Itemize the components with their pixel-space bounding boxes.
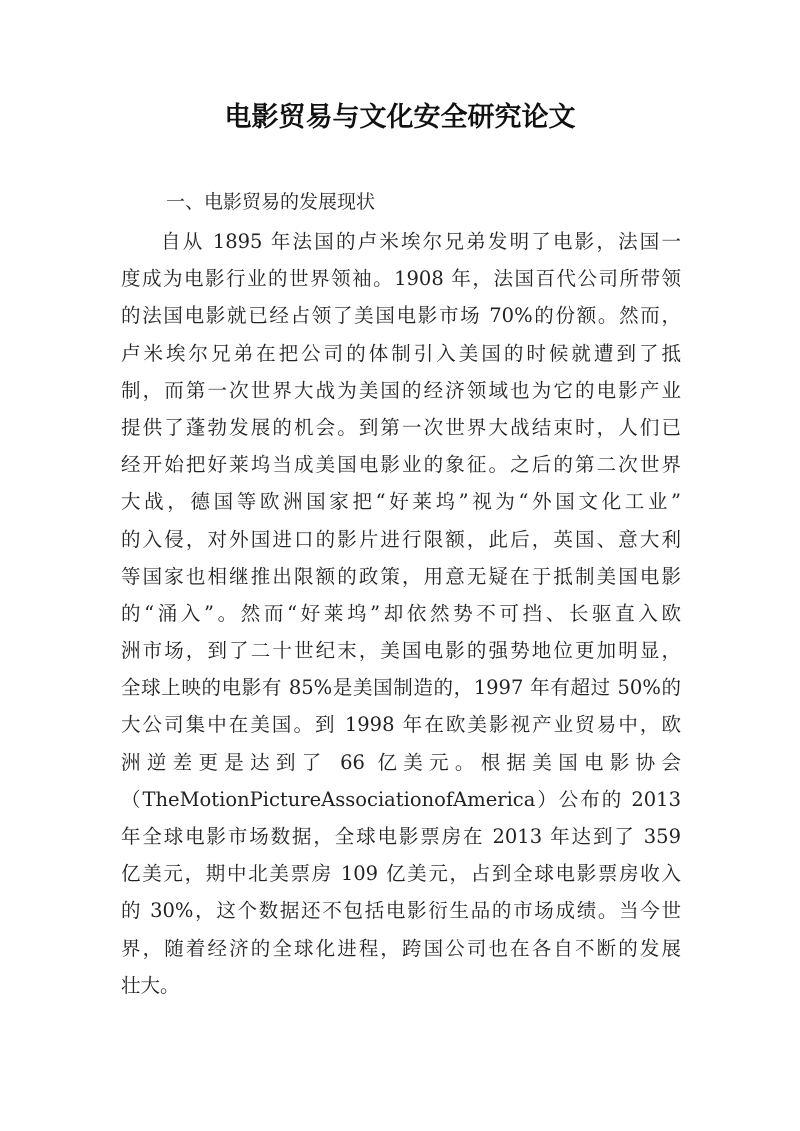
- paragraph-line: 提供了蓬勃发展的机会。到第一次世界大战结束时，人们已: [121, 415, 681, 439]
- paragraph-line: 卢米埃尔兄弟在把公司的体制引入美国的时候就遭到了抵: [121, 341, 681, 365]
- paragraph-line: 界，随着经济的全球化进程，跨国公司也在各自不断的发展: [121, 936, 681, 960]
- paragraph-line: （TheMotionPictureAssociationofAmerica）公布的 2013: [121, 787, 681, 811]
- paragraph-line: 的入侵，对外国进口的影片进行限额，此后，英国、意大利: [121, 527, 681, 551]
- paragraph-line: 的法国电影就已经占领了美国电影市场 70%的份额。然而，: [121, 304, 681, 328]
- paragraph-line: 大战，德国等欧洲国家把“好莱坞”视为“外国文化工业”: [121, 490, 681, 514]
- section-heading: 一、电影贸易的发展现状: [166, 191, 376, 213]
- paragraph-line: 度成为电影行业的世界领袖。1908 年，法国百代公司所带领: [121, 267, 681, 291]
- document-title: 电影贸易与文化安全研究论文: [224, 102, 576, 133]
- paragraph-line: 大公司集中在美国。到 1998 年在欧美影视产业贸易中，欧: [121, 713, 681, 737]
- paragraph-line: 全球上映的电影有 85%是美国制造的，1997 年有超过 50%的: [121, 676, 681, 700]
- paragraph-line: 经开始把好莱坞当成美国电影业的象征。之后的第二次世界: [121, 453, 681, 477]
- paragraph-line: 年全球电影市场数据，全球电影票房在 2013 年达到了 359: [121, 825, 681, 848]
- paragraph-line: 制，而第一次世界大战为美国的经济领域也为它的电影产业: [121, 378, 681, 402]
- paragraph-line: 等国家也相继推出限额的政策，用意无疑在于抵制美国电影: [121, 564, 681, 588]
- paragraph-line: 洲逆差更是达到了 66 亿美元。根据美国电影协会: [121, 750, 681, 774]
- paragraph-line: 洲市场，到了二十世纪末，美国电影的强势地位更加明显，: [121, 639, 681, 663]
- body-paragraph: [121, 223, 681, 1004]
- paragraph-line: 的 30%，这个数据还不包括电影衍生品的市场成绩。当今世: [121, 899, 681, 923]
- paragraph-line: 亿美元，期中北美票房 109 亿美元，占到全球电影票房收入: [121, 862, 681, 886]
- paragraph-line: 壮大。: [121, 973, 180, 997]
- paragraph-line: 自从 1895 年法国的卢米埃尔兄弟发明了电影，法国一: [161, 230, 681, 253]
- paragraph-line: 的“涌入”。然而“好莱坞”却依然势不可挡、长驱直入欧: [121, 601, 681, 625]
